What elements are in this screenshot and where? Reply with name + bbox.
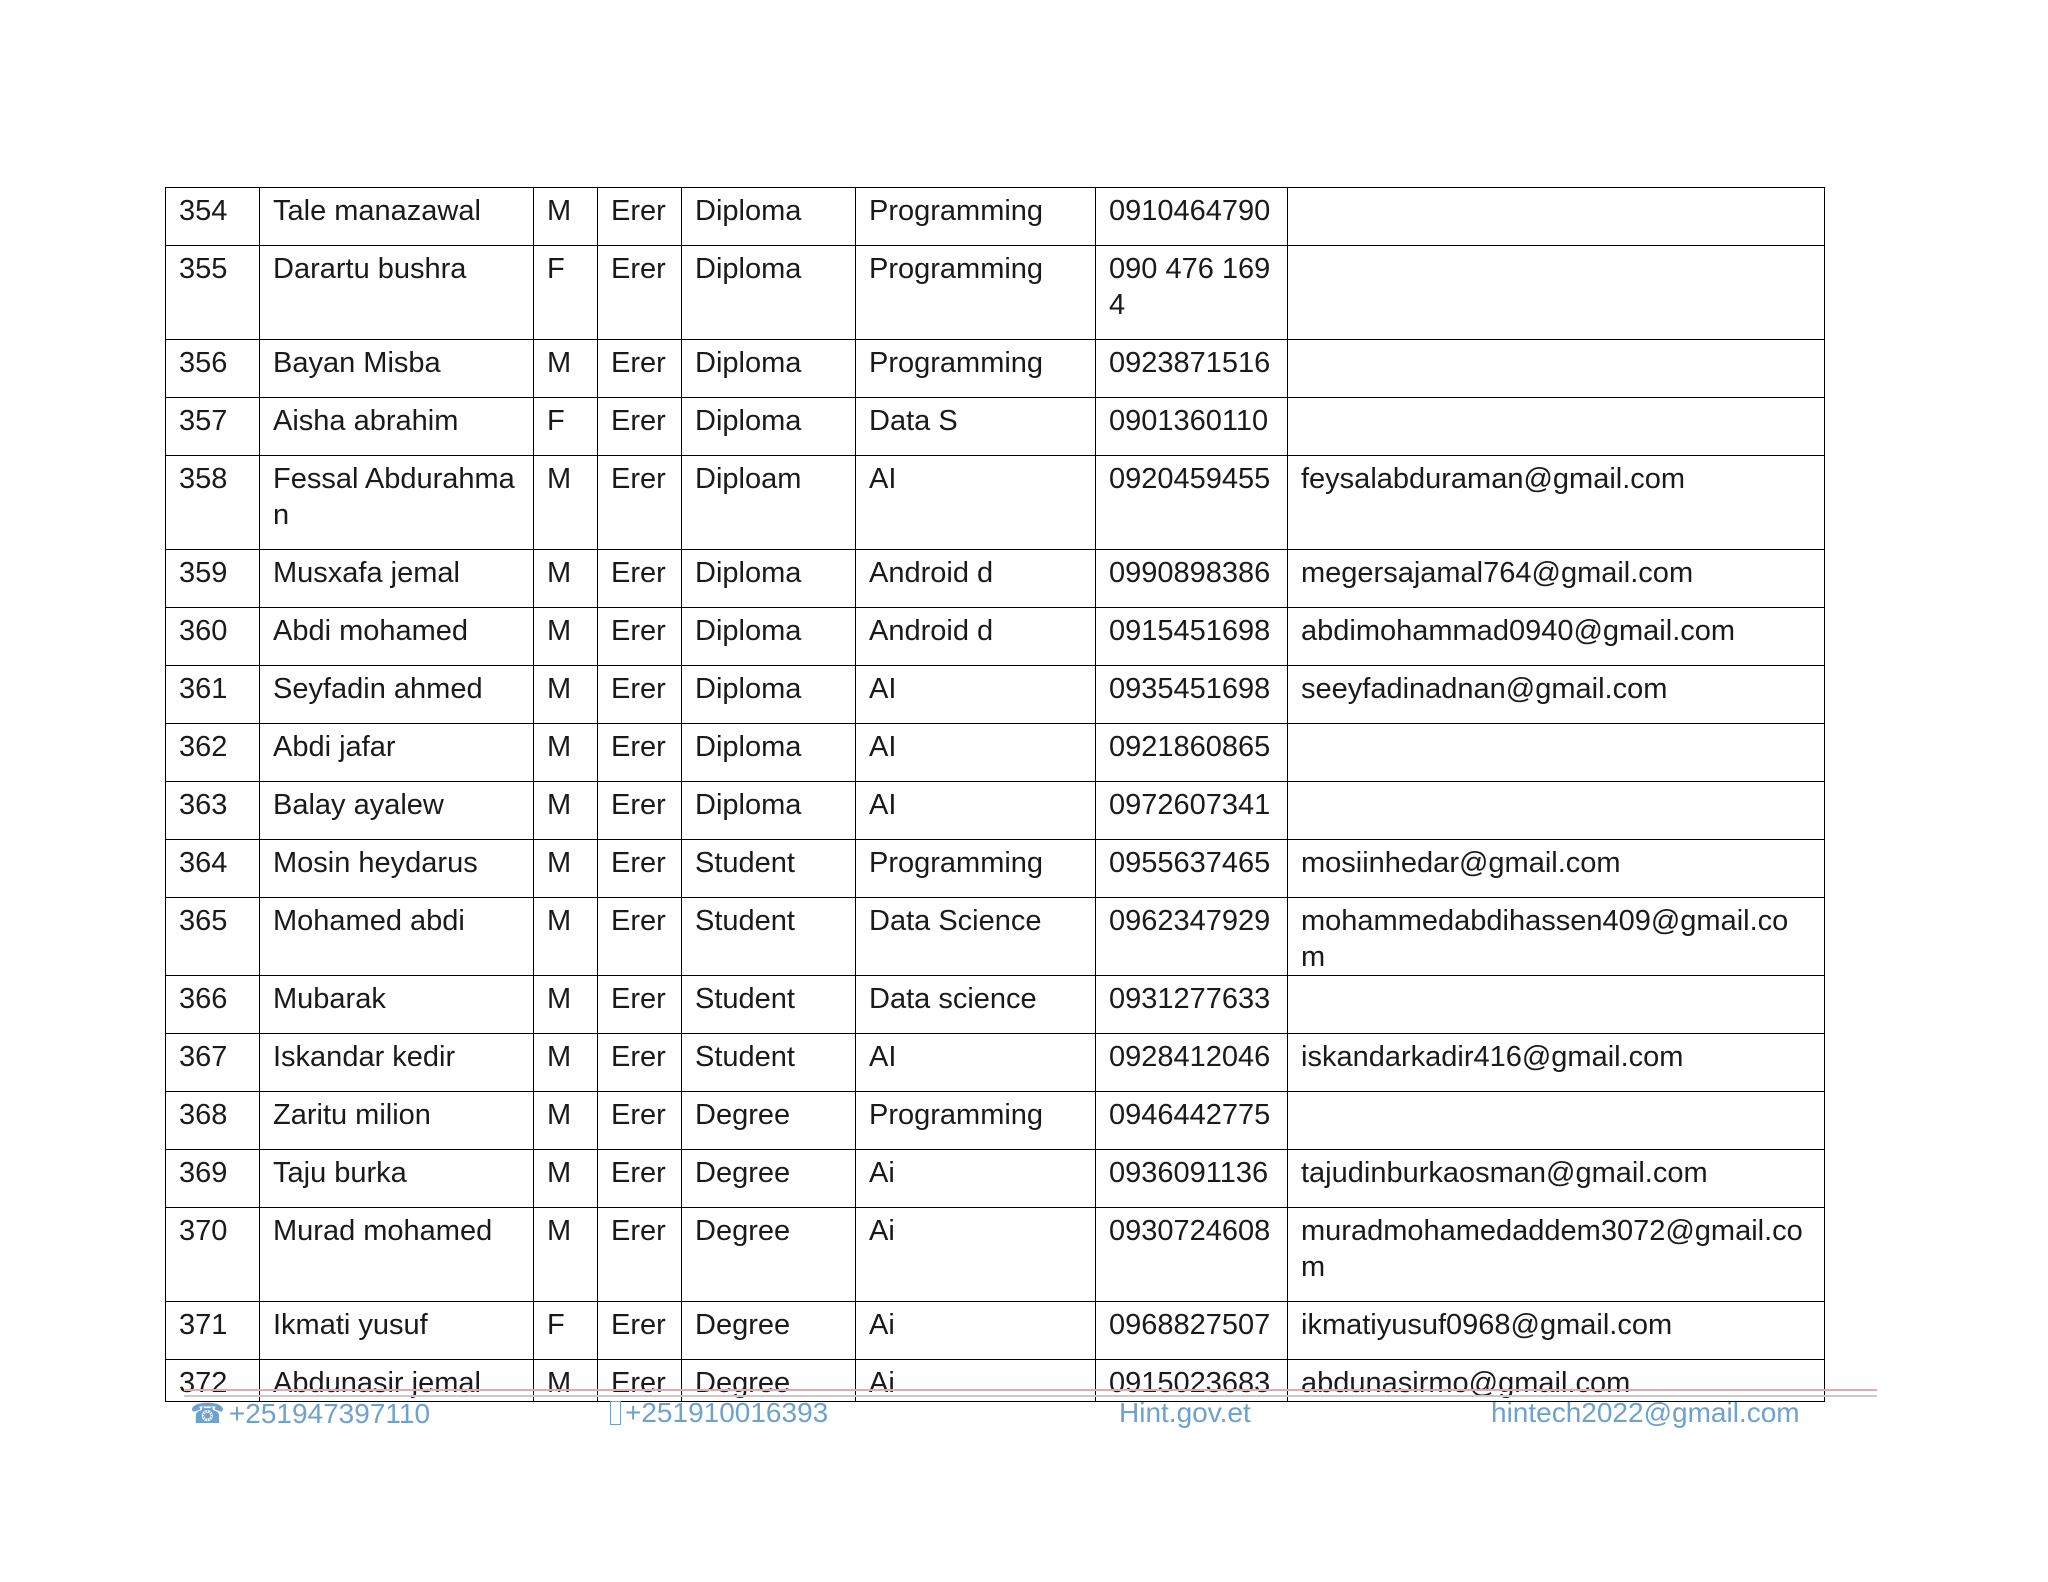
- row-number: 360: [166, 608, 260, 666]
- location-cell: Erer: [598, 1092, 682, 1150]
- row-number: 364: [166, 840, 260, 898]
- email-cell: mohammedabdihassen409@gmail.com: [1288, 898, 1825, 976]
- phone-cell: 0930724608: [1096, 1208, 1288, 1302]
- sex-cell: M: [534, 724, 598, 782]
- name-cell: Abdunasir jemal: [260, 1360, 534, 1402]
- row-number: 354: [166, 188, 260, 246]
- email-cell: megersajamal764@gmail.com: [1288, 550, 1825, 608]
- roster-body: [166, 188, 1825, 1402]
- telephone-icon: ☎: [190, 1398, 225, 1429]
- table-row: [166, 782, 1825, 840]
- sex-cell: F: [534, 246, 598, 340]
- missing-glyph-icon: [610, 1401, 621, 1425]
- name-cell: Abdi mohamed: [260, 608, 534, 666]
- name-cell: Tale manazawal: [260, 188, 534, 246]
- footer-divider: [184, 1389, 1877, 1397]
- email-cell: [1288, 1092, 1825, 1150]
- level-cell: Degree: [682, 1150, 856, 1208]
- level-cell: Student: [682, 840, 856, 898]
- field-cell: Ai: [856, 1360, 1096, 1402]
- level-cell: Diploma: [682, 340, 856, 398]
- email-cell: [1288, 976, 1825, 1034]
- sex-cell: M: [534, 976, 598, 1034]
- table-row: [166, 340, 1825, 398]
- sex-cell: M: [534, 456, 598, 550]
- field-cell: Android d: [856, 608, 1096, 666]
- location-cell: Erer: [598, 456, 682, 550]
- email-cell: abdimohammad0940@gmail.com: [1288, 608, 1825, 666]
- name-cell: Zaritu milion: [260, 1092, 534, 1150]
- footer-email[interactable]: hintech2022@gmail.com: [1491, 1397, 1800, 1428]
- location-cell: Erer: [598, 666, 682, 724]
- email-cell: [1288, 340, 1825, 398]
- phone-cell: 0968827507: [1096, 1302, 1288, 1360]
- email-cell: abdunasirmo@gmail.com: [1288, 1360, 1825, 1402]
- sex-cell: M: [534, 1150, 598, 1208]
- table-row: [166, 1092, 1825, 1150]
- table-row: [166, 1034, 1825, 1092]
- location-cell: Erer: [598, 246, 682, 340]
- row-number: 355: [166, 246, 260, 340]
- sex-cell: M: [534, 898, 598, 976]
- row-number: 365: [166, 898, 260, 976]
- row-number: 362: [166, 724, 260, 782]
- table-row: [166, 898, 1825, 976]
- row-number: 368: [166, 1092, 260, 1150]
- location-cell: Erer: [598, 840, 682, 898]
- table-row: [166, 1150, 1825, 1208]
- field-cell: Programming: [856, 1092, 1096, 1150]
- table-row: [166, 398, 1825, 456]
- field-cell: Data Science: [856, 898, 1096, 976]
- table-row: [166, 666, 1825, 724]
- phone-cell: 0935451698: [1096, 666, 1288, 724]
- phone-cell: 0955637465: [1096, 840, 1288, 898]
- roster-table: [165, 187, 1825, 1402]
- level-cell: Diploma: [682, 188, 856, 246]
- email-cell: iskandarkadir416@gmail.com: [1288, 1034, 1825, 1092]
- row-number: 370: [166, 1208, 260, 1302]
- phone-cell: 090 476 1694: [1096, 246, 1288, 340]
- table-row: [166, 1302, 1825, 1360]
- table-row: [166, 550, 1825, 608]
- row-number: 372: [166, 1360, 260, 1402]
- email-cell: [1288, 188, 1825, 246]
- location-cell: Erer: [598, 1360, 682, 1402]
- phone-cell: 0972607341: [1096, 782, 1288, 840]
- table-row: [166, 840, 1825, 898]
- row-number: 367: [166, 1034, 260, 1092]
- level-cell: Diploma: [682, 724, 856, 782]
- level-cell: Diploma: [682, 398, 856, 456]
- table-row: [166, 1208, 1825, 1302]
- table-row: [166, 456, 1825, 550]
- field-cell: Programming: [856, 840, 1096, 898]
- name-cell: Mosin heydarus: [260, 840, 534, 898]
- name-cell: Mohamed abdi: [260, 898, 534, 976]
- field-cell: Ai: [856, 1302, 1096, 1360]
- level-cell: Diploma: [682, 666, 856, 724]
- phone-cell: 0990898386: [1096, 550, 1288, 608]
- email-cell: muradmohamedaddem3072@gmail.com: [1288, 1208, 1825, 1302]
- row-number: 361: [166, 666, 260, 724]
- level-cell: Degree: [682, 1302, 856, 1360]
- name-cell: Taju burka: [260, 1150, 534, 1208]
- name-cell: Mubarak: [260, 976, 534, 1034]
- location-cell: Erer: [598, 1150, 682, 1208]
- name-cell: Bayan Misba: [260, 340, 534, 398]
- location-cell: Erer: [598, 898, 682, 976]
- field-cell: AI: [856, 724, 1096, 782]
- phone-cell: 0946442775: [1096, 1092, 1288, 1150]
- location-cell: Erer: [598, 550, 682, 608]
- level-cell: Diploma: [682, 246, 856, 340]
- field-cell: Data science: [856, 976, 1096, 1034]
- row-number: 363: [166, 782, 260, 840]
- field-cell: Ai: [856, 1208, 1096, 1302]
- sex-cell: M: [534, 782, 598, 840]
- row-number: 366: [166, 976, 260, 1034]
- phone-cell: 0921860865: [1096, 724, 1288, 782]
- level-cell: Student: [682, 976, 856, 1034]
- location-cell: Erer: [598, 398, 682, 456]
- location-cell: Erer: [598, 188, 682, 246]
- sex-cell: M: [534, 188, 598, 246]
- email-cell: [1288, 782, 1825, 840]
- level-cell: Diploma: [682, 782, 856, 840]
- level-cell: Diploma: [682, 608, 856, 666]
- field-cell: AI: [856, 456, 1096, 550]
- name-cell: Musxafa jemal: [260, 550, 534, 608]
- location-cell: Erer: [598, 724, 682, 782]
- phone-cell: 0920459455: [1096, 456, 1288, 550]
- name-cell: Murad mohamed: [260, 1208, 534, 1302]
- phone-cell: 0936091136: [1096, 1150, 1288, 1208]
- row-number: 359: [166, 550, 260, 608]
- sex-cell: M: [534, 550, 598, 608]
- location-cell: Erer: [598, 1034, 682, 1092]
- phone-cell: 0901360110: [1096, 398, 1288, 456]
- email-cell: seeyfadinadnan@gmail.com: [1288, 666, 1825, 724]
- table-row: [166, 608, 1825, 666]
- name-cell: Balay ayalew: [260, 782, 534, 840]
- sex-cell: M: [534, 340, 598, 398]
- phone-cell: 0928412046: [1096, 1034, 1288, 1092]
- row-number: 358: [166, 456, 260, 550]
- sex-cell: F: [534, 398, 598, 456]
- name-cell: Fessal Abdurahman: [260, 456, 534, 550]
- location-cell: Erer: [598, 608, 682, 666]
- email-cell: feysalabduraman@gmail.com: [1288, 456, 1825, 550]
- level-cell: Diploam: [682, 456, 856, 550]
- level-cell: Diploma: [682, 550, 856, 608]
- field-cell: Programming: [856, 340, 1096, 398]
- email-cell: tajudinburkaosman@gmail.com: [1288, 1150, 1825, 1208]
- phone-cell: 0931277633: [1096, 976, 1288, 1034]
- sex-cell: M: [534, 666, 598, 724]
- field-cell: AI: [856, 1034, 1096, 1092]
- row-number: 369: [166, 1150, 260, 1208]
- location-cell: Erer: [598, 340, 682, 398]
- phone-cell: 0910464790: [1096, 188, 1288, 246]
- sex-cell: M: [534, 1034, 598, 1092]
- sex-cell: M: [534, 1360, 598, 1402]
- location-cell: Erer: [598, 782, 682, 840]
- table-row: [166, 724, 1825, 782]
- phone-cell: 0915023683: [1096, 1360, 1288, 1402]
- footer-website[interactable]: Hint.gov.et: [1119, 1397, 1251, 1428]
- row-number: 356: [166, 340, 260, 398]
- table-row: [166, 188, 1825, 246]
- row-number: 357: [166, 398, 260, 456]
- table-row: [166, 976, 1825, 1034]
- phone-cell: 0962347929: [1096, 898, 1288, 976]
- location-cell: Erer: [598, 976, 682, 1034]
- location-cell: Erer: [598, 1302, 682, 1360]
- sex-cell: M: [534, 840, 598, 898]
- name-cell: Aisha abrahim: [260, 398, 534, 456]
- name-cell: Ikmati yusuf: [260, 1302, 534, 1360]
- sex-cell: M: [534, 608, 598, 666]
- name-cell: Abdi jafar: [260, 724, 534, 782]
- field-cell: AI: [856, 666, 1096, 724]
- field-cell: Programming: [856, 188, 1096, 246]
- sex-cell: M: [534, 1092, 598, 1150]
- email-cell: [1288, 398, 1825, 456]
- level-cell: Student: [682, 1034, 856, 1092]
- field-cell: Programming: [856, 246, 1096, 340]
- phone-cell: 0923871516: [1096, 340, 1288, 398]
- level-cell: Degree: [682, 1360, 856, 1402]
- name-cell: Seyfadin ahmed: [260, 666, 534, 724]
- level-cell: Degree: [682, 1092, 856, 1150]
- footer-phone-2: +251910016393: [610, 1397, 828, 1429]
- field-cell: Data S: [856, 398, 1096, 456]
- field-cell: Ai: [856, 1150, 1096, 1208]
- email-cell: [1288, 246, 1825, 340]
- sex-cell: F: [534, 1302, 598, 1360]
- email-cell: ikmatiyusuf0968@gmail.com: [1288, 1302, 1825, 1360]
- level-cell: Student: [682, 898, 856, 976]
- footer-phone-1: ☎ +251947397110: [190, 1398, 431, 1429]
- field-cell: AI: [856, 782, 1096, 840]
- phone-cell: 0915451698: [1096, 608, 1288, 666]
- sex-cell: M: [534, 1208, 598, 1302]
- name-cell: Darartu bushra: [260, 246, 534, 340]
- level-cell: Degree: [682, 1208, 856, 1302]
- row-number: 371: [166, 1302, 260, 1360]
- email-cell: [1288, 724, 1825, 782]
- location-cell: Erer: [598, 1208, 682, 1302]
- field-cell: Android d: [856, 550, 1096, 608]
- table-row: [166, 246, 1825, 340]
- email-cell: mosiinhedar@gmail.com: [1288, 840, 1825, 898]
- name-cell: Iskandar kedir: [260, 1034, 534, 1092]
